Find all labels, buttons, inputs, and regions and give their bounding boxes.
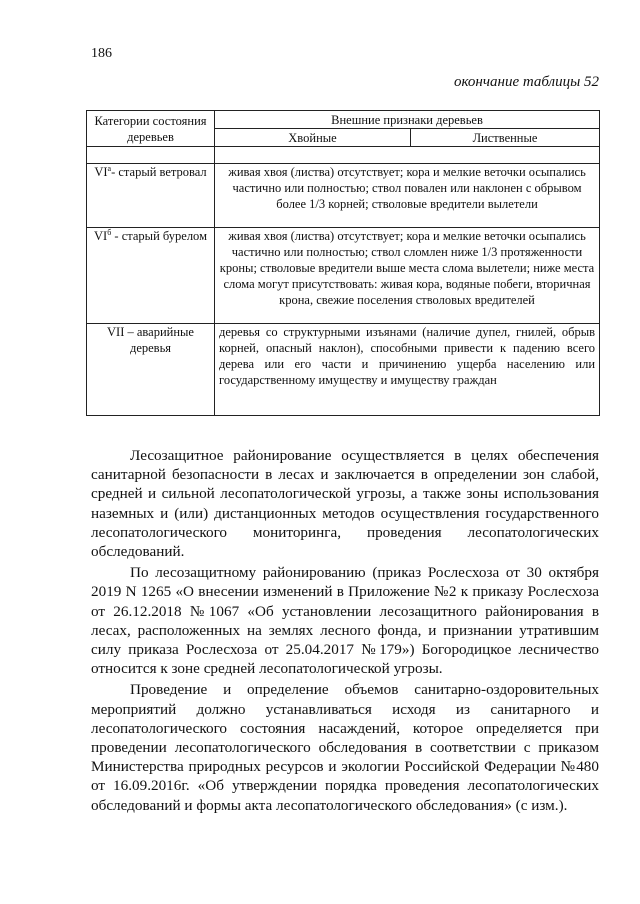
category-cell bbox=[87, 228, 215, 324]
paragraph: Проведение и определение объемов санитарно-оздоровительных мероприятий должно устанавливаться исходя из санитарного и лесопатологического состояния насаждений, которое определяется при проведении лесопатологического обследования в соответствии с приказом Министерства природных ресурсов и экологии Российской Федерации №480 от 16.09.2016г. «Об утверждении порядка проведения лесопатологических обследований и формы акта лесопатологического обследования» (с изм.). bbox=[91, 681, 599, 814]
tree-condition-table bbox=[86, 110, 600, 416]
body-text bbox=[91, 446, 599, 817]
header-conifer: Хвойные bbox=[215, 129, 411, 147]
table-row bbox=[87, 324, 600, 416]
category-label: VI bbox=[94, 229, 108, 243]
description-cell: живая хвоя (листва) отсутствует; кора и мелкие веточки осыпались частично или полностью; ствол сломлен ниже 1/3 протяженности кроны; стволовые вредители выше места слома вылетели; ниже места слома могут присутствовать: живая кора, водяные побеги, вторичная крона, свежие поселения стволовых вредителей bbox=[215, 228, 600, 324]
header-category: Категории состояния деревьев bbox=[87, 111, 215, 147]
table-row bbox=[87, 164, 600, 228]
category-cell bbox=[87, 164, 215, 228]
header-external-signs: Внешние признаки деревьев bbox=[215, 111, 600, 129]
category-superscript: а bbox=[107, 163, 112, 173]
paragraph: Лесозащитное районирование осуществляется в целях обеспечения санитарной безопасности в лесах и заключается в определении зон слабой, средней и сильной лесопатологической угрозы, а также зоны использования наземных и (или) дистанционных методов осуществления государственного лесопатологического мониторинга, проведения лесопатологических обследований. bbox=[91, 447, 599, 561]
category-label: VII – аварийные деревья bbox=[107, 325, 194, 355]
category-label-rest: - старый ветровал bbox=[111, 165, 207, 179]
spacer-cell bbox=[87, 147, 215, 164]
table-continuation-caption: окончание таблицы 52 bbox=[453, 74, 599, 90]
spacer-cell bbox=[215, 147, 600, 164]
page-number: 186 bbox=[91, 46, 112, 61]
table-row bbox=[87, 228, 600, 324]
header-deciduous: Лиственные bbox=[411, 129, 600, 147]
description-cell: живая хвоя (листва) отсутствует; кора и мелкие веточки осыпались частично или полностью; ствол повален или наклонен с обрывом более 1/3 корней; стволовые вредители вылетели bbox=[215, 164, 600, 228]
category-label: VI bbox=[94, 165, 108, 179]
table-spacer-row bbox=[87, 147, 600, 164]
category-superscript: б bbox=[107, 227, 112, 237]
paragraph: По лесозащитному районированию (приказ Рослесхоза от 30 октября 2019 N 1265 «О внесении изменений в Приложение №2 к приказу Рослесхоза от 26.12.2018 №1067 «Об установлении лесозащитного районирования в лесах, расположенных на землях лесного фонда, и признании утратившим силу приказа Рослесхоза от 25.04.2017 №179») Богородицкое лесничество относится к зоне средней лесопатологической угрозы. bbox=[91, 564, 599, 678]
category-label-rest: - старый бурелом bbox=[111, 229, 207, 243]
category-cell bbox=[87, 324, 215, 416]
description-cell: деревья со структурными изъянами (наличие дупел, гнилей, обрыв корней, опасный наклон), способными привести к падению всего дерева или его части и причинению ущерба населению или государственному имуществу и имуществу граждан bbox=[215, 324, 600, 416]
